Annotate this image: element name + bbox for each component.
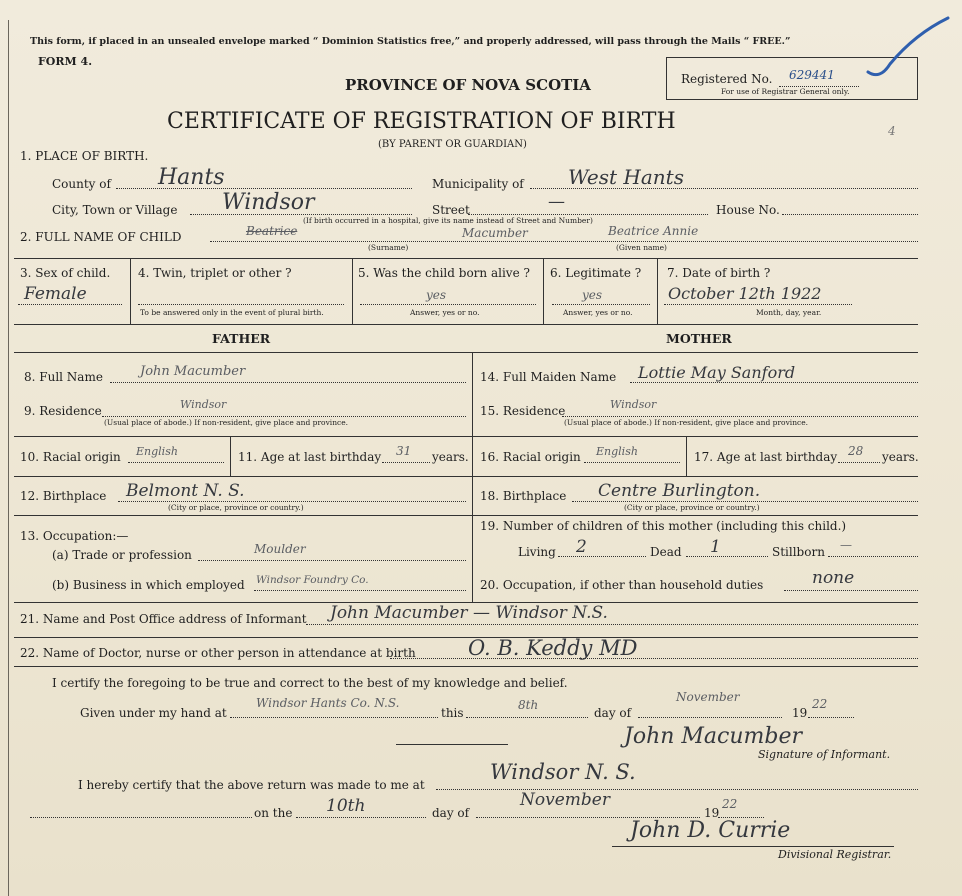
stillborn-label: Stillborn [772, 545, 825, 559]
mother-name-label: 14. Full Maiden Name [480, 370, 617, 384]
registrar-day-of-label: day of [432, 806, 470, 820]
mother-birthplace-note: (City or place, province or country.) [624, 503, 760, 512]
born-alive-note: Answer, yes or no. [410, 308, 480, 317]
registered-number: 629441 [789, 68, 835, 82]
municipality-label: Municipality of [432, 177, 524, 191]
father-trade-label: (a) Trade or profession [52, 548, 192, 562]
registrar-year-value: 22 [722, 797, 738, 811]
mother-age-value: 28 [848, 444, 864, 458]
county-value: Hants [158, 165, 225, 190]
doctor-label: 22. Name of Doctor, nurse or other person in attendance at birth [20, 646, 416, 660]
born-alive-label: 5. Was the child born alive ? [358, 266, 530, 280]
mother-heading: MOTHER [666, 331, 732, 346]
child-given-name-value: Beatrice Annie [608, 224, 699, 238]
city-value: Windsor [222, 190, 315, 215]
mother-name-value: Lottie May Sanford [638, 363, 796, 382]
dead-value: 1 [710, 537, 721, 557]
registrar-day-value: 10th [326, 796, 366, 816]
legitimate-value: yes [582, 288, 603, 302]
father-years: years. [432, 450, 469, 464]
stillborn-value: — [840, 538, 852, 552]
father-trade-value: Moulder [254, 542, 306, 556]
form-number: FORM 4. [38, 55, 93, 68]
sex-label: 3. Sex of child. [20, 266, 111, 280]
mother-birthplace-value: Centre Burlington. [598, 481, 761, 501]
registrar-place-value: Windsor N. S. [490, 760, 636, 784]
certification-statement: I certify the foregoing to be true and correct to the best of my knowledge and belief. [52, 676, 568, 690]
informant-signature-caption: Signature of Informant. [758, 748, 891, 761]
mother-occupation-value: none [812, 568, 855, 588]
municipality-value: West Hants [568, 165, 684, 189]
year-prefix: 19 [792, 706, 808, 720]
given-day-value: 8th [518, 698, 539, 712]
place-of-birth-label: 1. PLACE OF BIRTH. [20, 149, 149, 163]
registrar-month-value: November [520, 790, 610, 810]
mother-racial-value: English [596, 445, 638, 458]
father-occupation-label: 13. Occupation:— [20, 529, 129, 543]
father-business-label: (b) Business in which employed [52, 578, 245, 592]
father-name-label: 8. Full Name [24, 370, 103, 384]
registrar-signature: John D. Currie [630, 818, 791, 843]
father-birthplace-value: Belmont N. S. [126, 481, 245, 501]
child-name-label: 2. FULL NAME OF CHILD [20, 230, 182, 244]
mother-residence-label: 15. Residence [480, 404, 566, 418]
certificate-title: CERTIFICATE OF REGISTRATION OF BIRTH [167, 109, 676, 134]
father-business-value: Windsor Foundry Co. [256, 574, 369, 586]
informant-signature: John Macumber [624, 724, 803, 749]
given-place-value: Windsor Hants Co. N.S. [256, 696, 400, 710]
given-under-hand-label: Given under my hand at [80, 706, 227, 720]
father-residence-note: (Usual place of abode.) If non-resident, give place and province. [104, 418, 349, 427]
mail-note: This form, if placed in an unsealed envelope marked “ Dominion Statistics free,” and properly addressed, will pass through the Mails “ FREE.” [30, 36, 791, 47]
street-label: Street [432, 203, 470, 217]
doctor-value: O. B. Keddy MD [468, 636, 638, 660]
legitimate-label: 6. Legitimate ? [550, 266, 642, 280]
dob-note: Month, day, year. [756, 308, 822, 317]
mother-racial-label: 16. Racial origin [480, 450, 581, 464]
left-margin-rule [8, 20, 9, 896]
margin-mark: 4 [888, 124, 896, 138]
on-the-label: on the [254, 806, 293, 820]
living-value: 2 [576, 537, 587, 557]
father-name-value: John Macumber [140, 364, 246, 379]
registered-label: Registered No. [681, 72, 773, 86]
sex-value: Female [24, 284, 87, 304]
father-racial-label: 10. Racial origin [20, 450, 121, 464]
father-residence-value: Windsor [180, 398, 227, 411]
house-no-label: House No. [716, 203, 780, 217]
given-month-value: November [676, 690, 740, 704]
blue-check-mark [860, 14, 955, 84]
given-name-caption: (Given name) [616, 243, 667, 252]
born-alive-value: yes [426, 288, 447, 302]
mother-residence-note: (Usual place of abode.) If non-resident, give place and province. [564, 418, 809, 427]
twin-note: To be answered only in the event of plural birth. [140, 308, 324, 317]
registrar-year-prefix: 19 [704, 806, 720, 820]
mother-occupation-label: 20. Occupation, if other than household duties [480, 578, 764, 592]
twin-label: 4. Twin, triplet or other ? [138, 266, 292, 280]
father-heading: FATHER [212, 331, 271, 346]
registrar-statement: I hereby certify that the above return was made to me at [78, 778, 425, 792]
province-heading: PROVINCE OF NOVA SCOTIA [345, 76, 591, 94]
father-racial-value: English [136, 445, 178, 458]
registrar-caption: Divisional Registrar. [778, 848, 892, 861]
street-value: — [548, 192, 565, 212]
certificate-subtitle: (BY PARENT OR GUARDIAN) [378, 139, 527, 150]
father-birthplace-note: (City or place, province or country.) [168, 503, 304, 512]
crossed-out-name: Beatrice [246, 224, 298, 238]
mother-birthplace-label: 18. Birthplace [480, 489, 567, 503]
mother-years: years. [882, 450, 919, 464]
hospital-note: (If birth occurred in a hospital, give its name instead of Street and Number) [303, 216, 593, 225]
this-label: this [441, 706, 464, 720]
living-label: Living [518, 545, 556, 559]
father-birthplace-label: 12. Birthplace [20, 489, 107, 503]
given-year-value: 22 [812, 697, 828, 711]
dob-value: October 12th 1922 [668, 284, 822, 303]
legitimate-note: Answer, yes or no. [563, 308, 633, 317]
informant-label: 21. Name and Post Office address of Informant [20, 612, 307, 626]
father-age-value: 31 [396, 444, 412, 458]
dob-label: 7. Date of birth ? [667, 266, 771, 280]
surname-caption: (Surname) [368, 243, 409, 252]
father-residence-label: 9. Residence [24, 404, 102, 418]
city-label: City, Town or Village [52, 203, 178, 217]
dead-label: Dead [650, 545, 682, 559]
child-surname-value: Macumber [462, 226, 528, 240]
informant-value: John Macumber — Windsor N.S. [330, 603, 608, 623]
father-age-label: 11. Age at last birthday [238, 450, 382, 464]
county-label: County of [52, 177, 111, 191]
mother-residence-value: Windsor [610, 398, 657, 411]
mother-children-label: 19. Number of children of this mother (including this child.) [480, 519, 847, 533]
mother-age-label: 17. Age at last birthday [694, 450, 838, 464]
registrar-use-note: For use of Registrar General only. [721, 87, 850, 96]
day-of-label: day of [594, 706, 632, 720]
